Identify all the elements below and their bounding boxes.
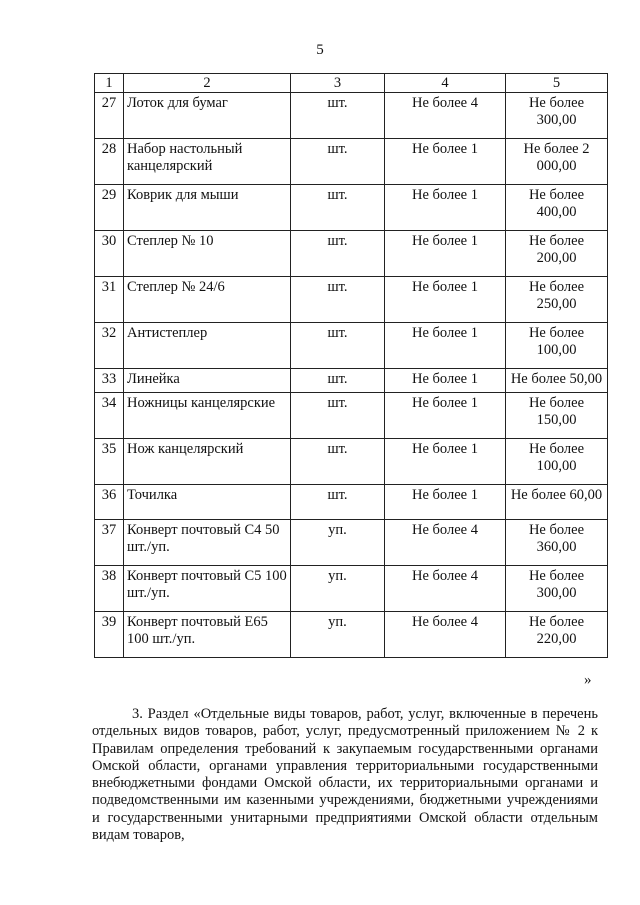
max-price: Не более 200,00	[506, 231, 608, 277]
max-price: Не более 60,00	[506, 485, 608, 520]
header-col-4: 4	[385, 74, 506, 93]
body-paragraph: 3. Раздел «Отдельные виды товаров, работ, услуг, включенные в перечень отдельных видов товаров, работ, услуг, предусмотренный приложением № 2 к Правилам определения требований к закупаемым государственными органами Омской области, органами управления территориальными государственными внебюджетными фондами Омской области, их территориальными органами и подведомственными им казенными учреждениями, бюджетными учреждениями и государственными унитарными предприятиями Омской области отдельным видам товаров,	[92, 706, 598, 844]
max-price: Не более 2 000,00	[506, 139, 608, 185]
max-quantity: Не более 1	[385, 369, 506, 393]
table-header-row	[95, 74, 608, 93]
unit-of-measure: уп.	[291, 566, 385, 612]
item-name: Ножницы канцелярские	[124, 393, 291, 439]
max-price: Не более 360,00	[506, 520, 608, 566]
row-number: 31	[95, 277, 124, 323]
row-number: 30	[95, 231, 124, 277]
table-row	[95, 231, 608, 277]
table-row	[95, 93, 608, 139]
header-col-2: 2	[124, 74, 291, 93]
max-quantity: Не более 4	[385, 612, 506, 658]
page-number: 5	[316, 42, 324, 58]
max-quantity: Не более 1	[385, 231, 506, 277]
max-price: Не более 250,00	[506, 277, 608, 323]
item-name: Конверт почтовый Е65 100 шт./уп.	[124, 612, 291, 658]
max-quantity: Не более 1	[385, 185, 506, 231]
max-quantity: Не более 1	[385, 439, 506, 485]
item-name: Нож канцелярский	[124, 439, 291, 485]
unit-of-measure: уп.	[291, 520, 385, 566]
item-name: Конверт почтовый С5 100 шт./уп.	[124, 566, 291, 612]
unit-of-measure: шт.	[291, 393, 385, 439]
unit-of-measure: шт.	[291, 93, 385, 139]
unit-of-measure: шт.	[291, 323, 385, 369]
table-row	[95, 612, 608, 658]
item-name: Антистеплер	[124, 323, 291, 369]
max-price: Не более 400,00	[506, 185, 608, 231]
item-name: Точилка	[124, 485, 291, 520]
table-row	[95, 439, 608, 485]
unit-of-measure: шт.	[291, 277, 385, 323]
table-row	[95, 185, 608, 231]
unit-of-measure: шт.	[291, 231, 385, 277]
table-row	[95, 277, 608, 323]
unit-of-measure: шт.	[291, 485, 385, 520]
table-row	[95, 393, 608, 439]
header-col-1: 1	[95, 74, 124, 93]
table-row	[95, 566, 608, 612]
row-number: 32	[95, 323, 124, 369]
row-number: 37	[95, 520, 124, 566]
closing-quote: »	[584, 672, 592, 688]
max-price: Не более 220,00	[506, 612, 608, 658]
item-name: Конверт почтовый С4 50 шт./уп.	[124, 520, 291, 566]
row-number: 35	[95, 439, 124, 485]
row-number: 33	[95, 369, 124, 393]
row-number: 38	[95, 566, 124, 612]
item-name: Степлер № 10	[124, 231, 291, 277]
max-quantity: Не более 1	[385, 393, 506, 439]
max-price: Не более 100,00	[506, 323, 608, 369]
row-number: 39	[95, 612, 124, 658]
max-quantity: Не более 4	[385, 520, 506, 566]
table-row	[95, 369, 608, 393]
max-quantity: Не более 1	[385, 485, 506, 520]
table-row	[95, 139, 608, 185]
max-quantity: Не более 1	[385, 277, 506, 323]
unit-of-measure: шт.	[291, 369, 385, 393]
item-name: Линейка	[124, 369, 291, 393]
item-name: Степлер № 24/6	[124, 277, 291, 323]
item-name: Набор настольный канцелярский	[124, 139, 291, 185]
item-name: Коврик для мыши	[124, 185, 291, 231]
max-quantity: Не более 4	[385, 566, 506, 612]
max-quantity: Не более 1	[385, 323, 506, 369]
item-name: Лоток для бумаг	[124, 93, 291, 139]
table-row	[95, 520, 608, 566]
max-price: Не более 300,00	[506, 93, 608, 139]
unit-of-measure: уп.	[291, 612, 385, 658]
max-price: Не более 150,00	[506, 393, 608, 439]
items-table	[94, 73, 608, 658]
header-col-5: 5	[506, 74, 608, 93]
row-number: 34	[95, 393, 124, 439]
row-number: 29	[95, 185, 124, 231]
max-quantity: Не более 1	[385, 139, 506, 185]
unit-of-measure: шт.	[291, 185, 385, 231]
row-number: 28	[95, 139, 124, 185]
unit-of-measure: шт.	[291, 139, 385, 185]
unit-of-measure: шт.	[291, 439, 385, 485]
max-price: Не более 300,00	[506, 566, 608, 612]
row-number: 36	[95, 485, 124, 520]
table-body	[95, 93, 608, 658]
header-col-3: 3	[291, 74, 385, 93]
max-price: Не более 50,00	[506, 369, 608, 393]
table-row	[95, 323, 608, 369]
max-price: Не более 100,00	[506, 439, 608, 485]
table-row	[95, 485, 608, 520]
row-number: 27	[95, 93, 124, 139]
max-quantity: Не более 4	[385, 93, 506, 139]
